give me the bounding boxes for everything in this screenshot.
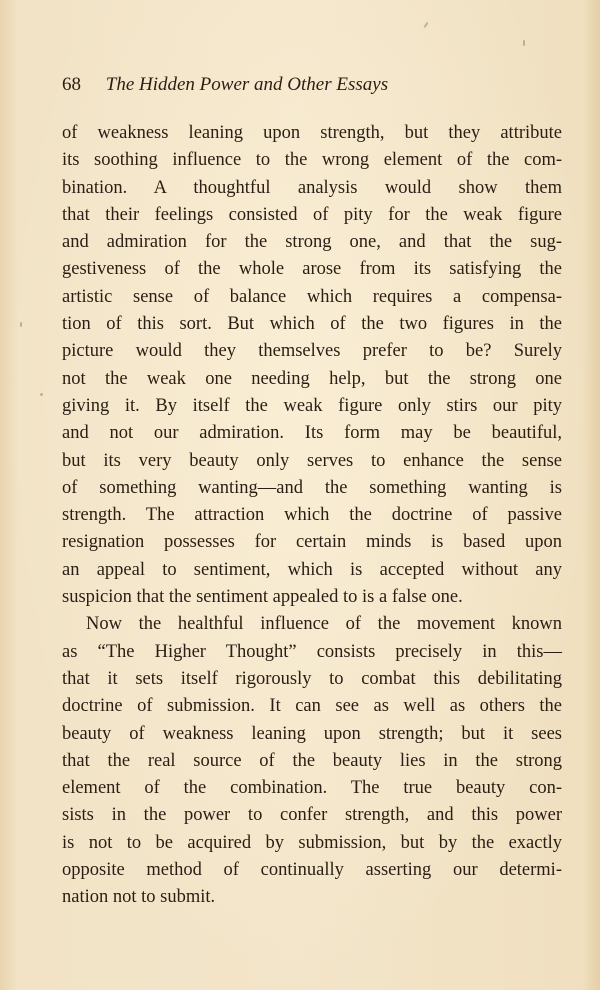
paragraph xyxy=(62,611,562,911)
running-title: The Hidden Power and Other Essays xyxy=(105,74,389,95)
text-line: Now the healthful influence of the movement known xyxy=(86,614,562,635)
text-line: tion of this sort. But which of the two figures in the xyxy=(62,314,562,335)
text-line: artistic sense of balance which requires a compensa- xyxy=(62,286,562,307)
text-line: picture would they themselves prefer to be? Surely xyxy=(62,341,562,362)
text-line: of weakness leaning upon strength, but they attribute xyxy=(62,123,562,143)
text-line: and admiration for the strong one, and that the sug- xyxy=(62,232,562,253)
text-line: opposite method of continually asserting our determi- xyxy=(62,860,562,881)
text-line: that the real source of the beauty lies in the strong xyxy=(62,750,562,771)
paper-speck-mark xyxy=(40,393,43,396)
text-line: but its very beauty only serves to enhance the sense xyxy=(62,450,562,471)
text-line: as “The Higher Thought” consists precisely in this— xyxy=(62,641,562,662)
text-line: of something wanting—and the something wanting is xyxy=(62,477,562,498)
text-line: that it sets itself rigorously to combat this debilitating xyxy=(62,668,562,689)
paper-speck-mark xyxy=(523,40,525,46)
text-line: bination. A thoughtful analysis would show them xyxy=(62,177,562,198)
paragraph xyxy=(62,120,562,611)
text-line: resignation possesses for certain minds is based upon xyxy=(62,532,562,553)
text-line: doctrine of submission. It can see as well as others the xyxy=(62,696,562,717)
paper-speck-mark xyxy=(423,22,428,28)
text-line: giving it. By itself the weak figure only stirs our pity xyxy=(62,395,562,416)
text-line: is not to be acquired by submission, but by the exactly xyxy=(62,832,562,853)
text-line: strength. The attraction which the doctrine of passive xyxy=(62,505,562,526)
text-line: and not our admiration. Its form may be beautiful, xyxy=(62,423,562,444)
text-line: its soothing influence to the wrong element of the com- xyxy=(62,150,562,171)
page-number: 68 xyxy=(62,74,81,95)
text-line: beauty of weakness leaning upon strength; but it sees xyxy=(62,723,562,744)
text-line: sists in the power to confer strength, and this power xyxy=(62,805,562,826)
paper-speck-mark xyxy=(20,322,22,327)
text-line: gestiveness of the whole arose from its satisfying the xyxy=(62,259,562,280)
page-header xyxy=(62,70,388,100)
text-line: that their feelings consisted of pity for the weak figure xyxy=(62,204,562,225)
body-text xyxy=(62,120,562,912)
text-line: element of the combination. The true beauty con- xyxy=(62,778,562,799)
text-line: not the weak one needing help, but the strong one xyxy=(62,368,562,389)
text-line: suspicion that the sentiment appealed to is a false one. xyxy=(62,587,463,608)
text-line: nation not to submit. xyxy=(62,887,216,908)
text-line: an appeal to sentiment, which is accepted without any xyxy=(62,559,562,580)
